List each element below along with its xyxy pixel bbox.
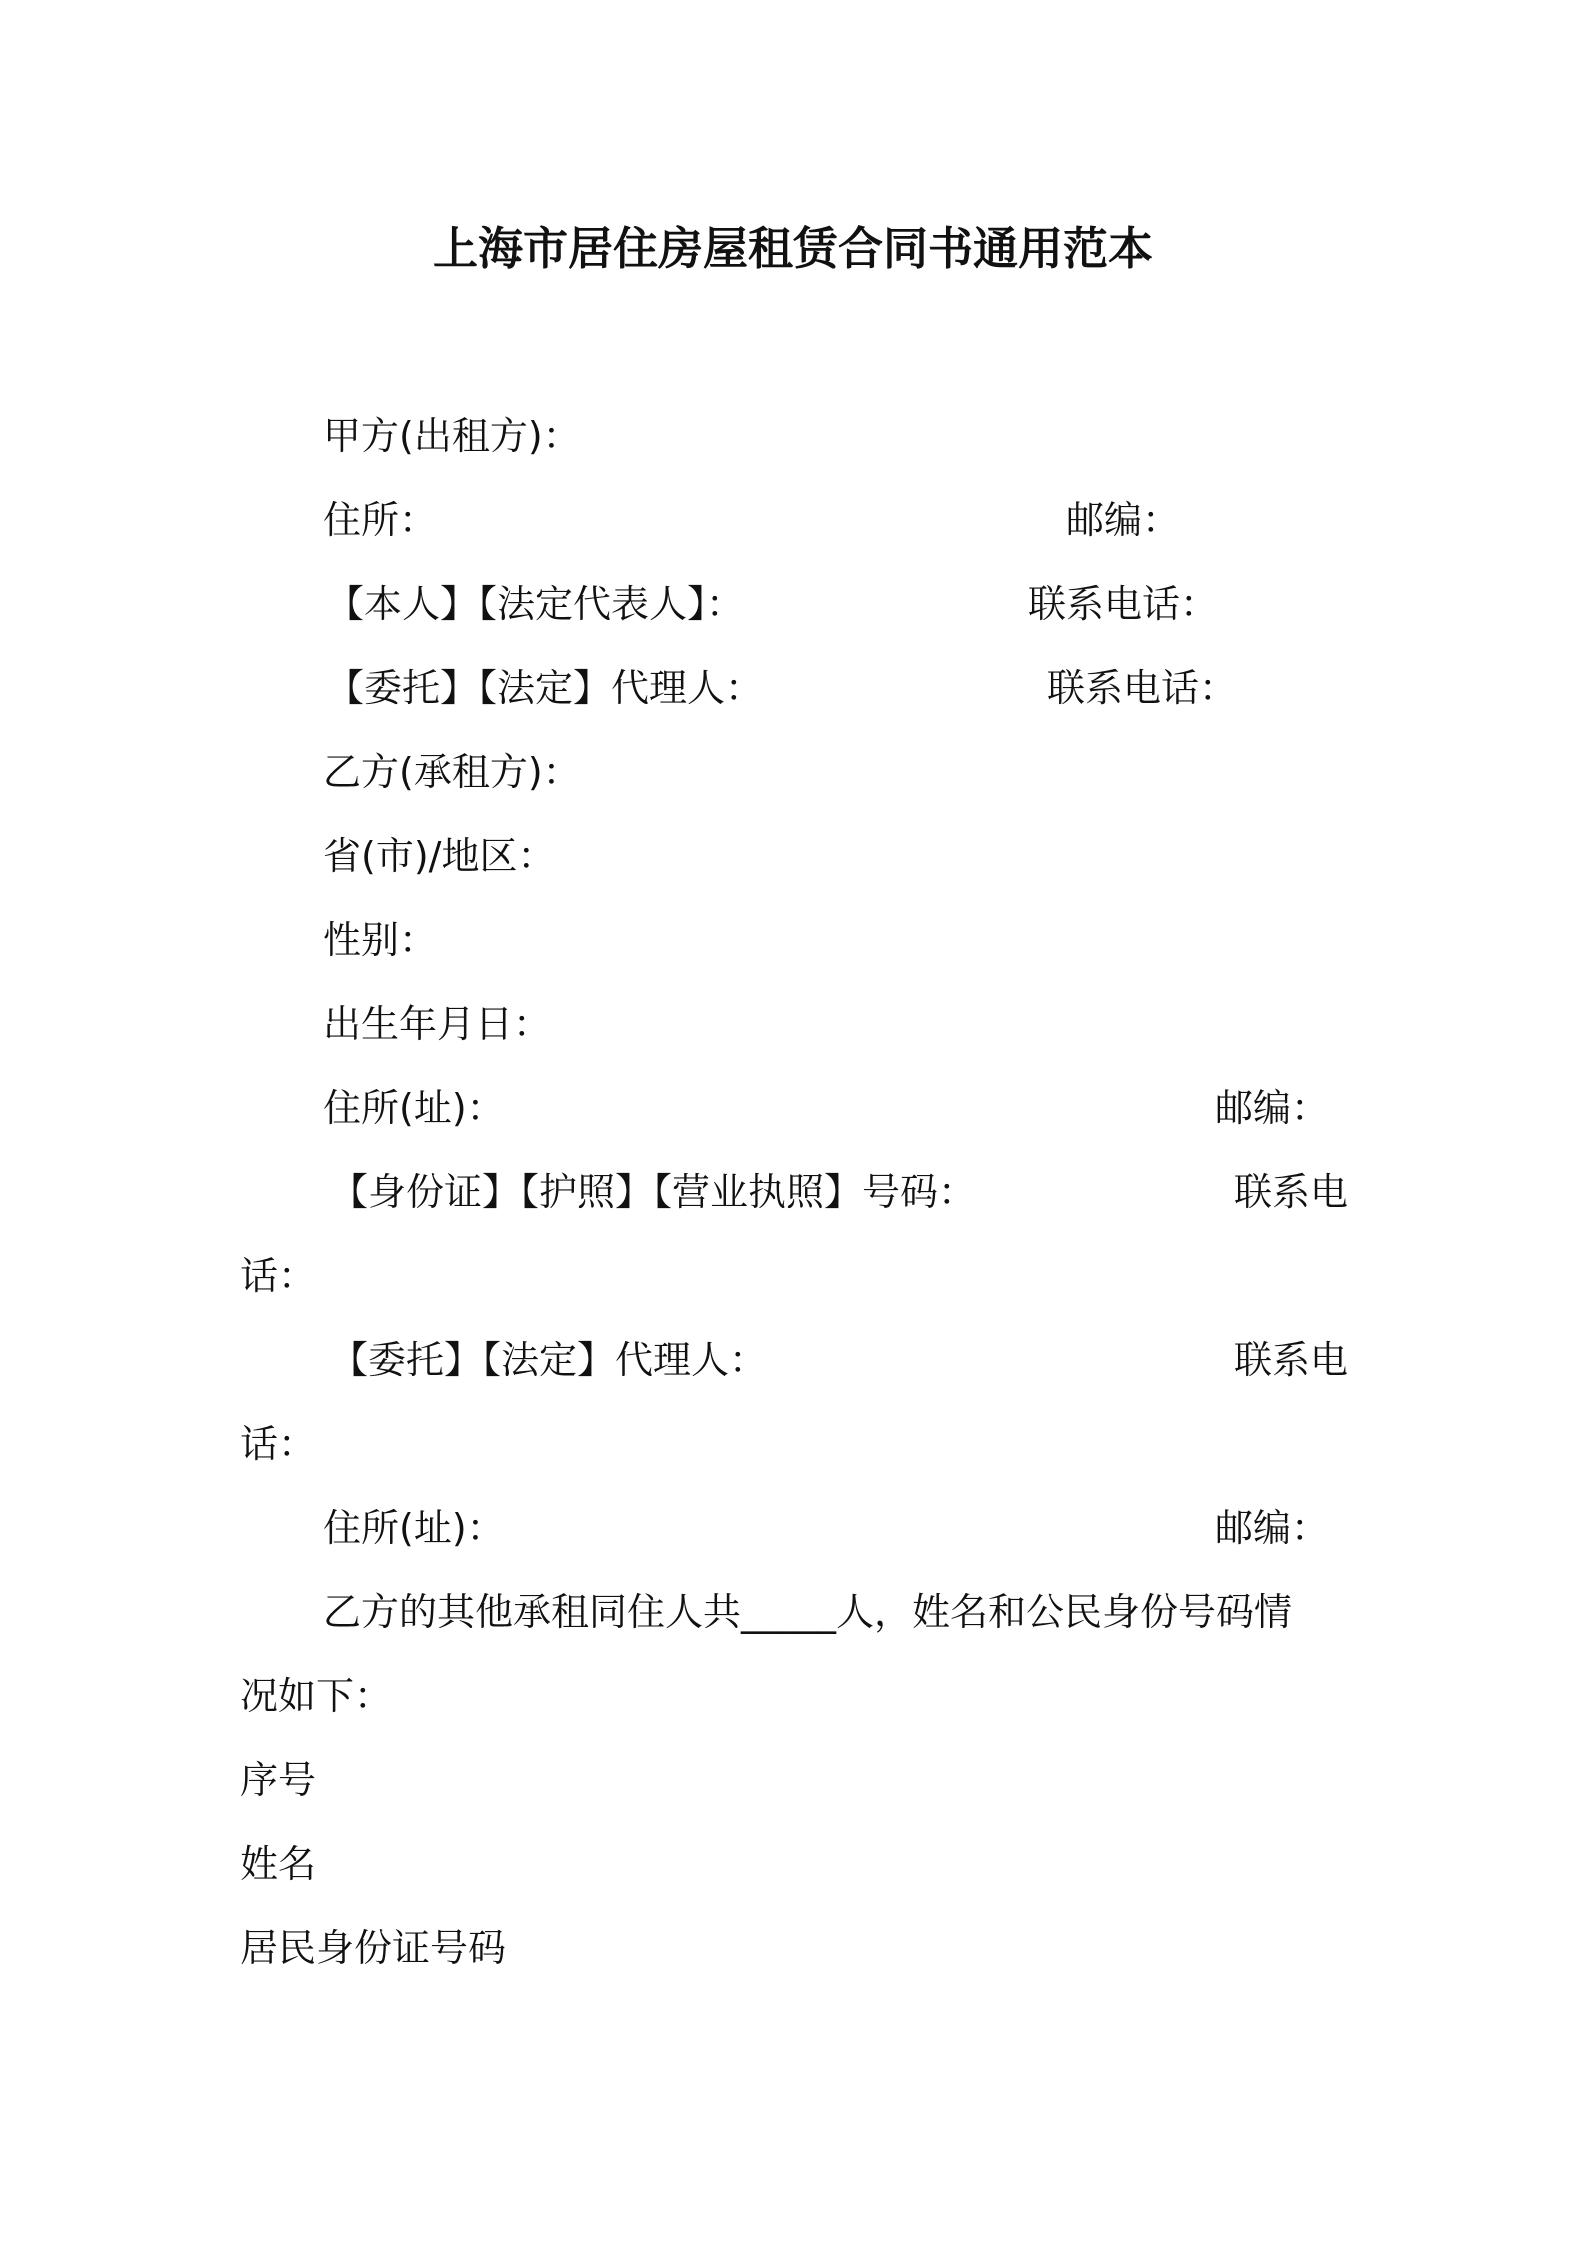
cotenants-col-name: 姓名 xyxy=(240,1842,317,1886)
party-b-agent-phone-label: 联系电 xyxy=(1234,1338,1349,1382)
party-b-agent-label: 【委托】【法定】代理人： xyxy=(330,1338,768,1382)
party-a-agent-label: 【委托】【法定】代理人： xyxy=(326,666,764,710)
party-a-postcode-label: 邮编： xyxy=(1066,498,1181,542)
party-b-agent-phone-label-continued: 话： xyxy=(240,1422,317,1466)
party-b-agent-postcode-label: 邮编： xyxy=(1215,1506,1330,1550)
party-a-representative-phone-label: 联系电话： xyxy=(1028,582,1219,626)
party-a-address-label: 住所： xyxy=(323,498,438,542)
party-b-id-phone-label: 联系电 xyxy=(1234,1170,1349,1214)
party-b-address-label: 住所(址)： xyxy=(323,1086,505,1130)
cotenants-col-number: 序号 xyxy=(240,1758,317,1802)
cotenants-sentence-continued: 况如下： xyxy=(240,1674,393,1718)
party-b-region-label: 省(市)/地区： xyxy=(323,834,556,878)
document-title: 上海市居住房屋租赁合同书通用范本 xyxy=(432,222,1153,275)
party-b-agent-address-label: 住所(址)： xyxy=(323,1506,505,1550)
party-b-birthdate-label: 出生年月日： xyxy=(323,1002,552,1046)
cotenants-col-id: 居民身份证号码 xyxy=(240,1926,507,1970)
cotenants-sentence: 乙方的其他承租同住人共_____人，姓名和公民身份号码情 xyxy=(323,1590,1293,1634)
party-b-id-label: 【身份证】【护照】【营业执照】号码： xyxy=(330,1170,977,1214)
party-b-label: 乙方(承租方)： xyxy=(323,750,581,794)
party-a-representative-label: 【本人】【法定代表人】： xyxy=(326,582,745,626)
party-a-label: 甲方(出租方)： xyxy=(323,414,581,458)
party-b-postcode-label: 邮编： xyxy=(1215,1086,1330,1130)
party-b-id-phone-label-continued: 话： xyxy=(240,1254,317,1298)
party-a-agent-phone-label: 联系电话： xyxy=(1047,666,1238,710)
party-b-gender-label: 性别： xyxy=(323,918,438,962)
